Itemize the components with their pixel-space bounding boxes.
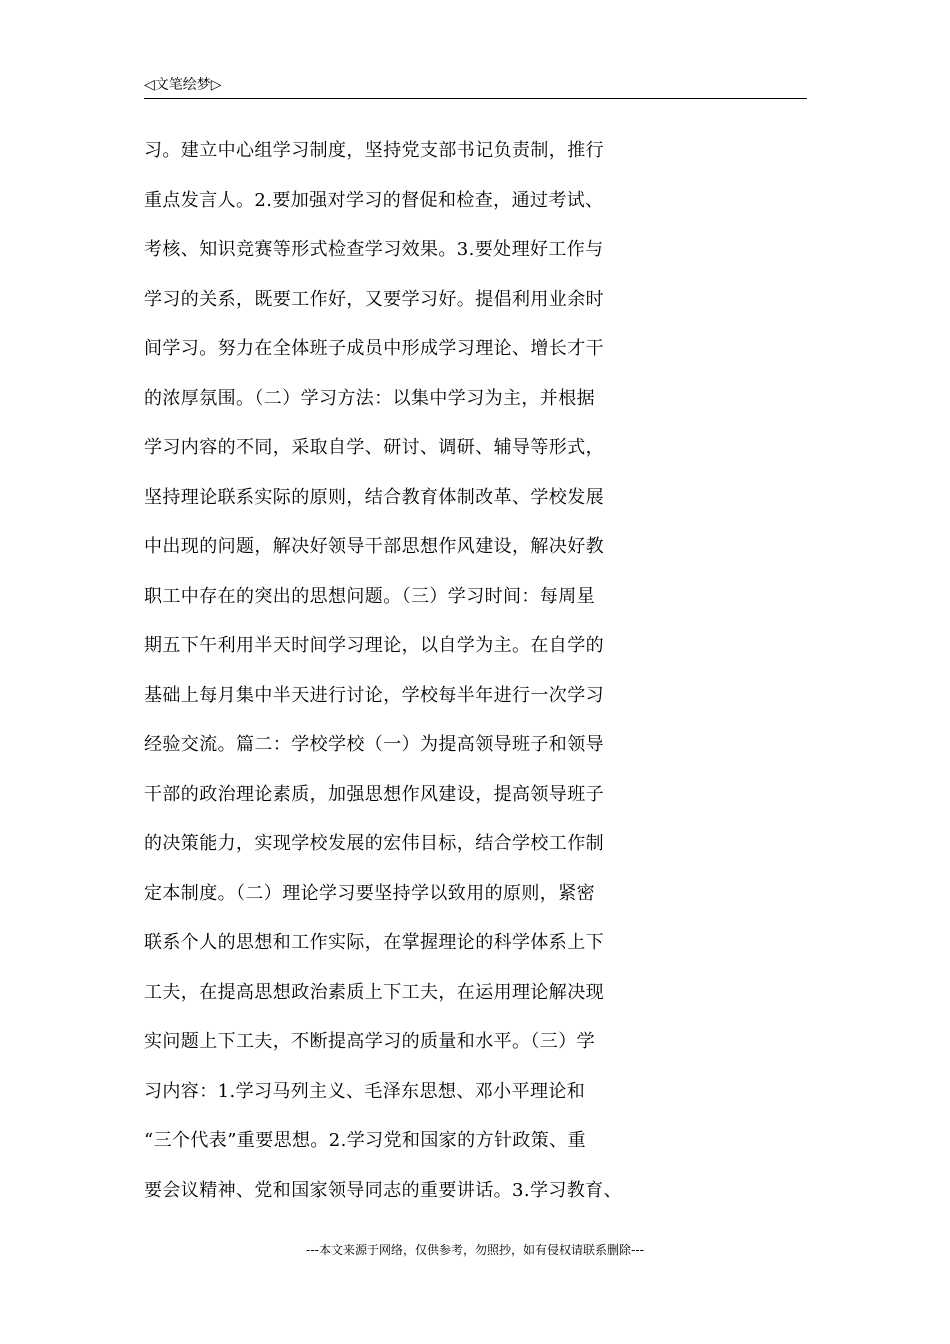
body-line: 坚持理论联系实际的原则，结合教育体制改革、学校发展 bbox=[144, 486, 604, 508]
header-title: ◁文笔绘梦▷ bbox=[144, 77, 222, 93]
body-line: 要会议精神、党和国家领导同志的重要讲话。3.学习教育、 bbox=[144, 1179, 622, 1201]
body-line: 习。建立中心组学习制度，坚持党支部书记负责制，推行 bbox=[144, 140, 604, 161]
body-line: “三个代表”重要思想。2.学习党和国家的方针政策、重 bbox=[144, 1130, 586, 1151]
body-line: 期五下午利用半天时间学习理论，以自学为主。在自学的 bbox=[144, 635, 604, 656]
body-line: 职工中存在的突出的思想问题。（三）学习时间：每周星 bbox=[144, 585, 595, 607]
body-line: 重点发言人。2.要加强对学习的督促和检查，通过考试、 bbox=[144, 189, 604, 211]
body-line: 间学习。努力在全体班子成员中形成学习理论、增长才干 bbox=[144, 338, 604, 359]
body-line: 的浓厚氛围。（二）学习方法：以集中学习为主，并根据 bbox=[144, 387, 595, 409]
body-line: 实问题上下工夫，不断提高学习的质量和水平。（三）学 bbox=[144, 1031, 595, 1052]
body-line: 中出现的问题，解决好领导干部思想作风建设，解决好教 bbox=[144, 536, 604, 557]
body-line: 经验交流。篇二：学校学校（一）为提高领导班子和领导 bbox=[144, 734, 604, 755]
page-footer: ---本文来源于网络，仅供参考，勿照抄，如有侵权请联系删除--- bbox=[306, 1243, 644, 1257]
body-line: 考核、知识竞赛等形式检查学习效果。3.要处理好工作与 bbox=[144, 239, 604, 260]
body-line: 学习的关系，既要工作好，又要学习好。提倡利用业余时 bbox=[144, 288, 604, 310]
document-body bbox=[144, 126, 824, 1215]
page-header bbox=[144, 74, 807, 99]
body-line: 基础上每月集中半天进行讨论，学校每半年进行一次学习 bbox=[144, 684, 604, 706]
body-line: 定本制度。（二）理论学习要坚持学以致用的原则，紧密 bbox=[144, 882, 595, 904]
body-line: 习内容：1.学习马列主义、毛泽东思想、邓小平理论和 bbox=[144, 1080, 586, 1102]
body-line: 学习内容的不同，采取自学、研讨、调研、辅导等形式， bbox=[144, 437, 604, 458]
body-line: 的决策能力，实现学校发展的宏伟目标，结合学校工作制 bbox=[144, 833, 604, 854]
body-line: 干部的政治理论素质，加强思想作风建设，提高领导班子 bbox=[144, 783, 604, 805]
body-line: 联系个人的思想和工作实际，在掌握理论的科学体系上下 bbox=[144, 932, 604, 953]
body-line: 工夫，在提高思想政治素质上下工夫，在运用理论解决现 bbox=[144, 981, 604, 1003]
